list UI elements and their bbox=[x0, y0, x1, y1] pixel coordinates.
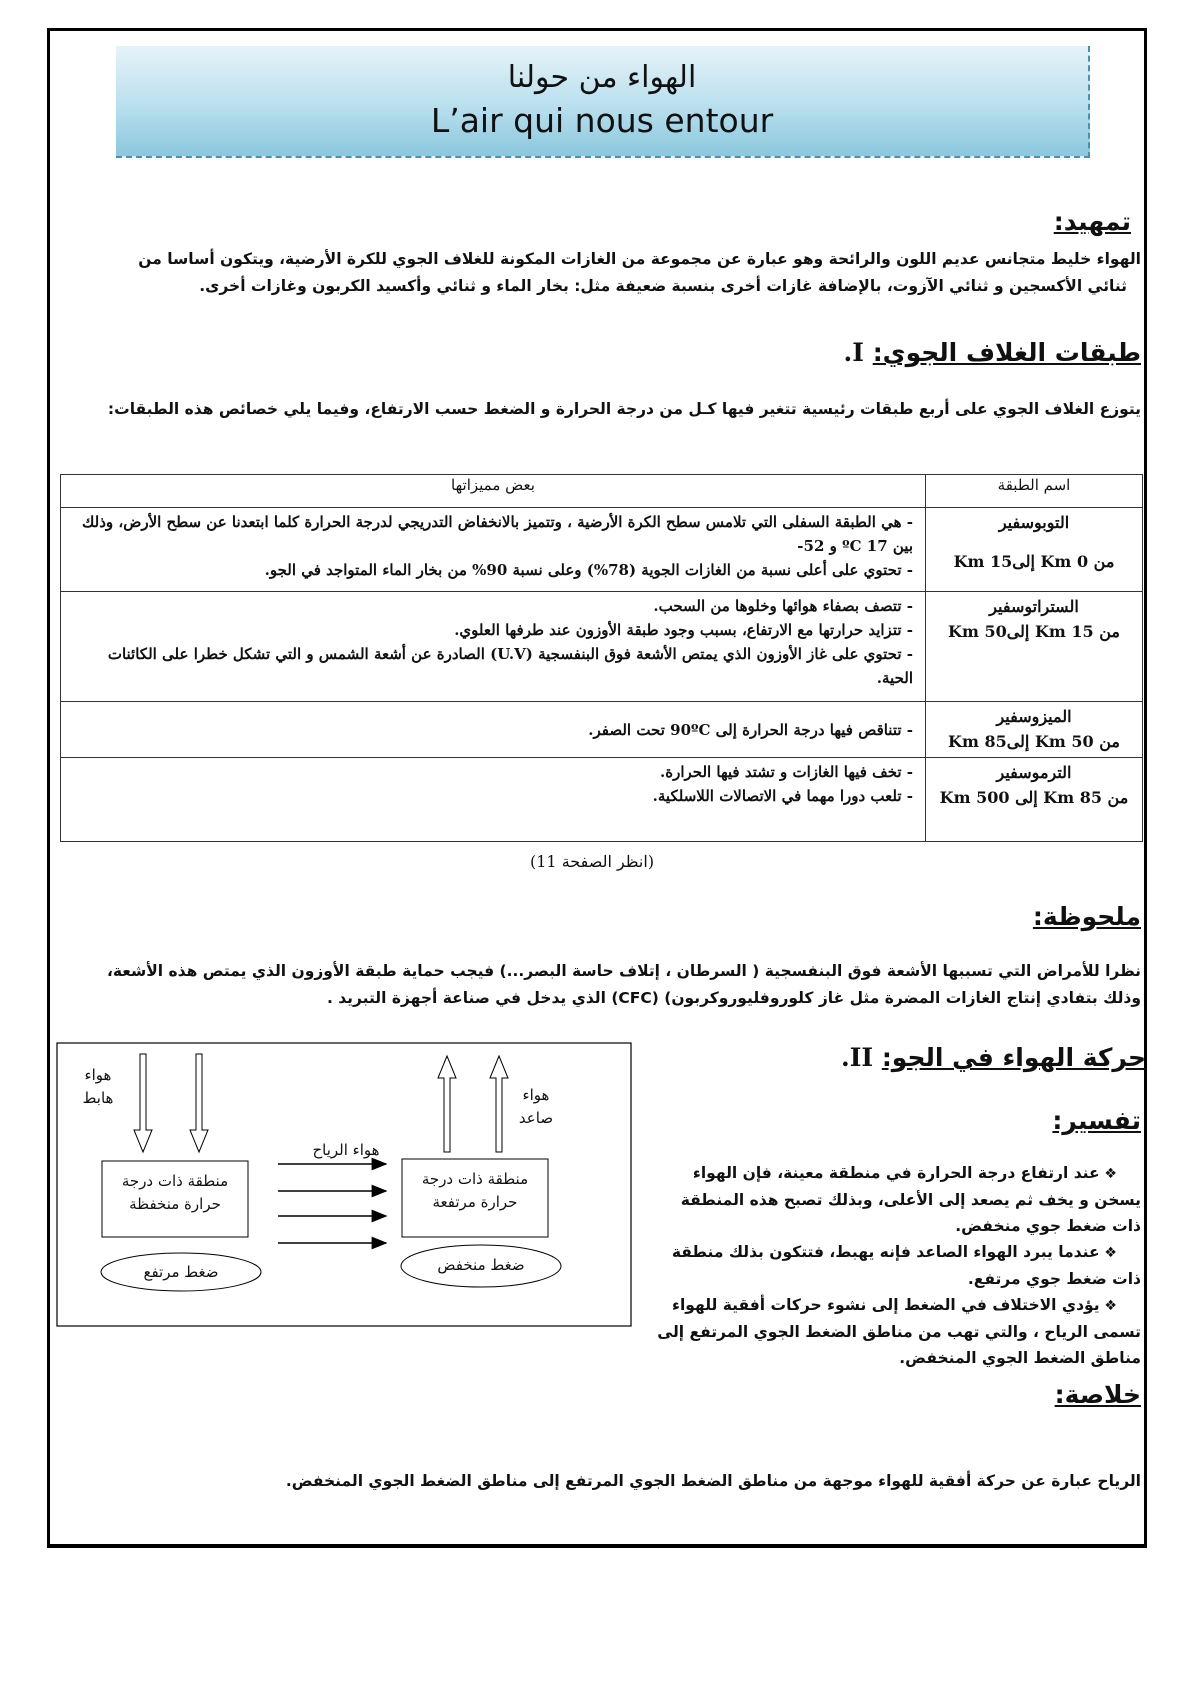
hot-zone-label: منطقة ذات درجة حرارة مرتفعة bbox=[421, 1170, 529, 1211]
feature-item: - تتزايد حرارتها مع الارتفاع، بسبب وجود طبقة الأوزون عند طرفها العلوي. bbox=[69, 618, 913, 642]
title-french: L’air qui nous entour bbox=[430, 101, 774, 140]
note-heading: ملحوظة: bbox=[1032, 902, 1141, 931]
intro-text bbox=[51, 246, 1141, 300]
section1-text: يتوزع الغلاف الجوي على أربع طبقات رئيسية تتغير فيها كـل من درجة الحرارة و الضغط حسب الارتفاع، وفيما يلي خصائص هذه الطبقات: bbox=[107, 400, 1141, 418]
layer-features-cell bbox=[61, 758, 926, 842]
feature-item: - هي الطبقة السفلى التي تلامس سطح الكرة الأرضية ، وتتميز بالانخفاض التدريجي لدرجة الحرارة كلما ابتعدنا عن سطح الأرض، وذلك بين 17 ºC و 52- bbox=[69, 510, 913, 558]
header-features: بعض مميزاتها bbox=[61, 475, 926, 508]
explanation-heading: تفسير: bbox=[1052, 1106, 1141, 1135]
intro-line: الهواء خليط متجانس عديم اللون والرائحة وهو عبارة عن مجموعة من الغازات المكونة للغلاف الجوي للكرة الأرضية، ويتكون أساسا من bbox=[138, 250, 1141, 268]
layer-range: من 0 Km إلى15 Km bbox=[953, 552, 1115, 571]
table-row bbox=[61, 758, 1143, 842]
layer-range: من 15 Km إلى50 Km bbox=[948, 622, 1120, 641]
layer-name: التوبوسفير bbox=[998, 513, 1070, 532]
header-layer-name: اسم الطبقة bbox=[926, 475, 1143, 508]
table-row bbox=[61, 592, 1143, 702]
layer-name: الترموسفير bbox=[996, 763, 1072, 782]
ascending-air-label: هواء صاعد bbox=[518, 1086, 554, 1127]
table-row bbox=[61, 702, 1143, 758]
feature-item: - تتناقص فيها درجة الحرارة إلى 90ºC تحت الصفر. bbox=[69, 718, 913, 742]
layer-features-cell bbox=[61, 592, 926, 702]
cold-zone-label: منطقة ذات درجة حرارة منخفظة bbox=[121, 1172, 229, 1213]
layer-name-cell bbox=[926, 592, 1143, 702]
feature-item: - تلعب دورا مهما في الاتصالات اللاسلكية. bbox=[69, 784, 913, 808]
layers-table bbox=[60, 474, 1143, 842]
section1-heading: طبقات الغلاف الجوي: bbox=[872, 338, 1141, 367]
section2-title bbox=[841, 1043, 1146, 1072]
feature-item: - تحتوي على أعلى نسبة من الغازات الجوية (78%) وعلى نسبة 90% من بخار الماء المتواجد في الجو. bbox=[69, 558, 913, 582]
bullet-item: ❖ يؤدي الاختلاف في الضغط إلى نشوء حركات أفقية للهواء تسمى الرياح ، والتي تهب من مناطق الضغط الجوي المرتفع إلى مناطق الضغط الجوي المنخفض. bbox=[649, 1292, 1141, 1371]
layer-name: الستراتوسفير bbox=[989, 597, 1079, 616]
title-banner bbox=[116, 46, 1090, 158]
section2-number: II. bbox=[840, 1043, 874, 1072]
note-text bbox=[41, 958, 1141, 1012]
feature-item: - تخف فيها الغازات و تشتد فيها الحرارة. bbox=[69, 760, 913, 784]
table-row bbox=[61, 508, 1143, 592]
title-arabic: الهواء من حولنا bbox=[507, 60, 697, 95]
air-movement-diagram bbox=[56, 1042, 632, 1327]
feature-item: - تحتوي على غاز الأوزون الذي يمتص الأشعة فوق البنفسجية (U.V) الصادرة عن أشعة الشمس و التي تشكل خطرا على الكائنات الحية. bbox=[69, 642, 913, 690]
bullet-item: ❖ عندما يبرد الهواء الصاعد فإنه يهبط، فتتكون بذلك منطقة ذات ضغط جوي مرتفع. bbox=[649, 1239, 1141, 1292]
layer-name-cell bbox=[926, 508, 1143, 592]
intro-line: ثنائي الأكسجين و ثنائي الآزوت، بالإضافة غازات أخرى بنسبة ضعيفة مثل: بخار الماء و ثنائي وأكسيد الكربون وغازات أخرى. bbox=[199, 277, 1127, 295]
table-caption: (انظر الصفحة 11) bbox=[530, 852, 655, 871]
layer-features-cell bbox=[61, 508, 926, 592]
bullet-item: ❖ عند ارتفاع درجة الحرارة في منطقة معينة، فإن الهواء يسخن و يخف ثم يصعد إلى الأعلى، وبذلك تصبح هذه المنطقة ذات ضغط جوي منخفض. bbox=[649, 1160, 1141, 1239]
section1-number: I. bbox=[843, 338, 864, 367]
high-pressure-label: ضغط مرتفع bbox=[143, 1263, 219, 1281]
intro-heading: تمهيد: bbox=[1053, 207, 1131, 236]
conclusion-text: الرياح عبارة عن حركة أفقية للهواء موجهة من مناطق الضغط الجوي المرتفع إلى مناطق الضغط الجوي المنخفض. bbox=[285, 1472, 1141, 1490]
layer-features-cell bbox=[61, 702, 926, 758]
conclusion-heading: خلاصة: bbox=[1054, 1380, 1141, 1409]
explanation-bullets bbox=[649, 1160, 1141, 1371]
section2-heading: حركة الهواء في الجو: bbox=[881, 1043, 1146, 1072]
layer-name: الميزوسفير bbox=[996, 707, 1072, 726]
feature-item: - تتصف بصفاء هوائها وخلوها من السحب. bbox=[69, 594, 913, 618]
wind-air-label: هواء الرياح bbox=[312, 1141, 380, 1159]
layer-name-cell bbox=[926, 758, 1143, 842]
descending-air-label: هواء هابط bbox=[82, 1066, 114, 1107]
layer-range: من 85 Km إلى 500 Km bbox=[939, 788, 1129, 807]
layer-name-cell bbox=[926, 702, 1143, 758]
layer-range: من 50 Km إلى85 Km bbox=[948, 732, 1120, 751]
note-line: نظرا للأمراض التي تسببها الأشعة فوق البنفسجية ( السرطان ، إتلاف حاسة البصر...) فيجب حماية طبقة الأوزون الذي يمتص هذه الأشعة، bbox=[106, 962, 1141, 980]
table-header-row bbox=[61, 475, 1143, 508]
low-pressure-label: ضغط منخفض bbox=[437, 1256, 525, 1274]
note-line: وذلك بتفادي إنتاج الغازات المضرة مثل غاز كلوروفليوروكربون) (CFC) الذي يدخل في صناعة أجهزة التبريد . bbox=[326, 989, 1141, 1007]
section1-title bbox=[844, 338, 1141, 367]
